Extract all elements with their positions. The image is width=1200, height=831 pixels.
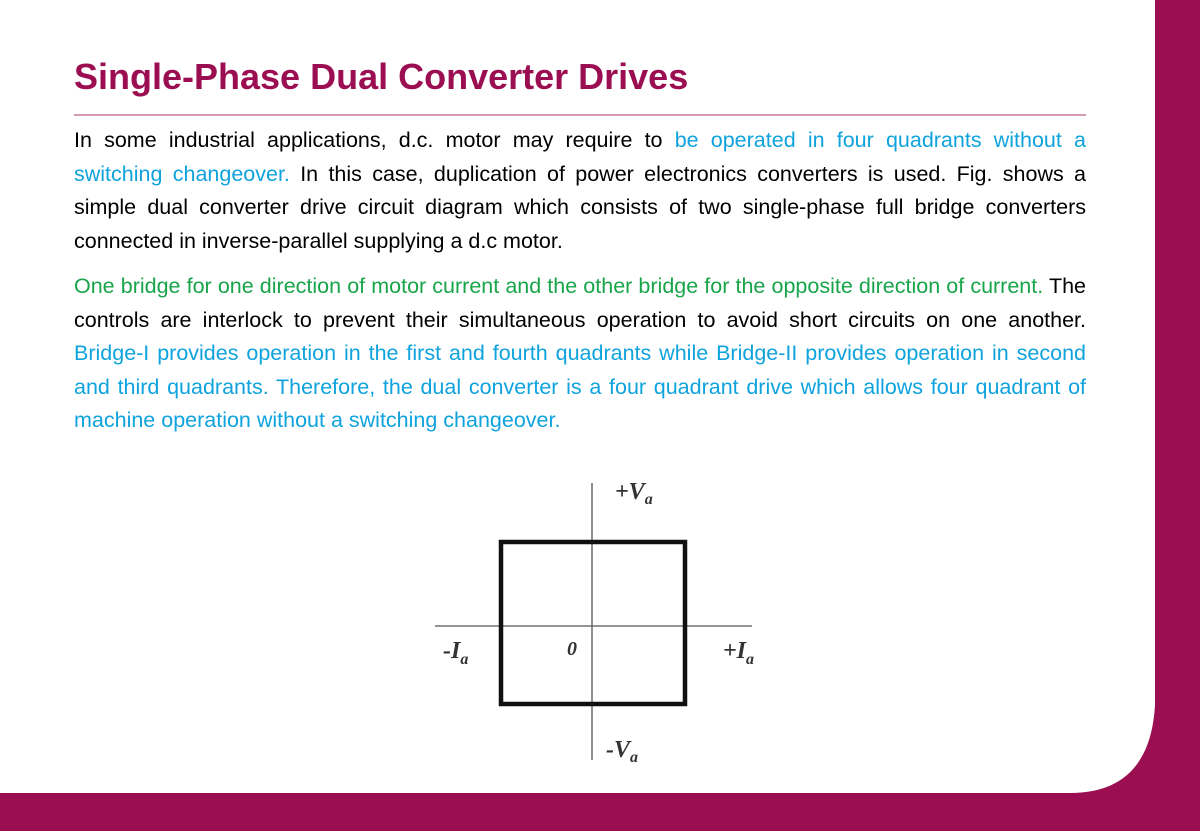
positive-voltage-label: $+V_a$ <box>615 479 653 508</box>
positive-current-label: $+I_a$ <box>723 638 755 668</box>
paragraph-bridges-highlight-blue: Bridge-I provides operation in the first and fourth quadrants while Bridge-II provides operation in second and third quadrants. Therefore, the dual converter is a four quadrant drive which allows four quadrant of machine operation without a switching changeover. <box>74 341 1086 432</box>
paragraph-intro-text-2: In this case, duplication of power electronics converters is used. Fig. shows a simple dual converter drive circuit diagram which consists of two single-phase full bridge converters connected in inverse-parallel supplying a d.c motor. <box>74 161 1087 253</box>
paragraph-bridges-text: The controls are interlock to prevent their simultaneous operation to avoid short circuits on one another. <box>74 274 1086 332</box>
slide-frame-corner <box>1020 660 1200 800</box>
operating-region-square <box>501 542 685 704</box>
negative-voltage-label: $-V_a$ <box>606 737 638 766</box>
paragraph-bridges-highlight-green: One bridge for one direction of motor current and the other bridge for the opposite direction of current. <box>74 274 1044 298</box>
origin-label: 0 <box>567 638 577 660</box>
title-divider <box>74 114 1086 116</box>
paragraph-intro <box>74 124 1086 258</box>
slide-title: Single-Phase Dual Converter Drives <box>74 56 689 97</box>
paragraph-intro-text-1: In some industrial applications, d.c. motor may require to <box>74 128 675 152</box>
paragraph-intro-highlight: be operated in four quadrants without a switching changeover. <box>74 128 1086 186</box>
paragraph-bridges <box>74 270 1086 438</box>
negative-current-label: $-I_a$ <box>443 638 469 668</box>
four-quadrant-diagram <box>430 475 780 775</box>
